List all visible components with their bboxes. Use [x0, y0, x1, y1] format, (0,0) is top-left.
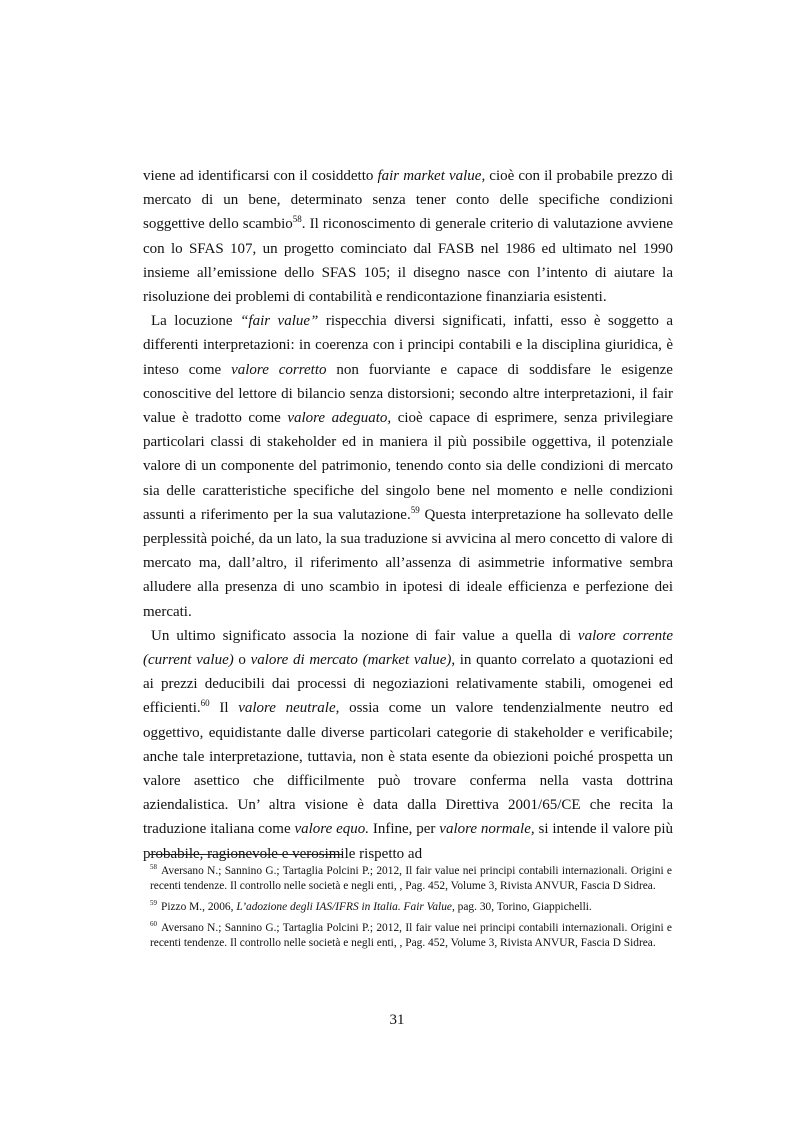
text-run: cioè con il probabile prezzo di mercato di un bene, determinato senza tener conto delle specifiche condizioni soggettive dello scambio: [143, 168, 674, 233]
text-run: pag. 30, Torino, Giappichelli.: [454, 901, 592, 913]
text-run: Infine, per: [369, 821, 440, 838]
italic-text: valore corrente (current value): [143, 627, 673, 669]
text-run: cioè capace di esprimere, senza privilegiare particolari classi di stakeholder ed in maniera il più possibile oggettiva, il potenziale valore di un componente del patrimonio, tenendo conto sia delle condizioni di mercato sia delle caratteristiche specifiche del singolo bene nel momento e nelle condizioni assunti a riferimento per la sua valutazione.: [143, 410, 674, 523]
text-run: Questa interpretazione ha sollevato delle perplessità poiché, da un lato, la sua traduzione si avvicina al mero concetto di valore di mercato ma, dall’altro, il riferimento all’assenza di asimmetrie informative sembra alludere alla presenza di uno scambio in ipotesi di ideale efficienza e perfezione dei mercati.: [143, 506, 673, 620]
italic-text: fair market value,: [377, 168, 486, 184]
page-number: 31: [389, 1012, 405, 1028]
footnote-ref: 58: [150, 863, 157, 872]
footnote-ref: 60: [150, 920, 157, 929]
body-text: [143, 164, 673, 866]
text-run: non fuorviante e capace di soddisfare le esigenze conoscitive del lettore di bilancio senza distorsioni; secondo altre interpretazioni, il fair value è tradotto come: [143, 361, 673, 427]
text-run: viene ad identificarsi con il cosiddetto: [143, 168, 378, 184]
text-run: si intende il valore più probabile, ragionevole e verosimile rispetto ad: [143, 821, 674, 862]
footnote-ref: 58: [292, 214, 302, 225]
text-run: , in quanto correlato a quotazioni ed ai prezzi deducibili dai processi di negoziazioni relativamente stabili, omogenei ed efficienti.: [143, 652, 673, 717]
italic-text: valore corretto: [231, 361, 327, 378]
text-run: La locuzione: [151, 313, 241, 330]
italic-text: valore normale,: [439, 821, 535, 838]
italic-text: “fair value”: [240, 313, 319, 330]
paragraph: [143, 164, 673, 309]
footnote: [150, 864, 672, 894]
text-run: o: [233, 652, 251, 669]
italic-text: valore equo.: [294, 821, 370, 838]
text-run: rispecchia diversi significati, infatti, esso è soggetto a differenti interpretazioni: in coerenza con i principi contabili e la disciplina giuridica, è inteso come: [143, 313, 673, 378]
text-run: Il: [209, 700, 239, 717]
footnote-ref: 59: [150, 899, 157, 908]
italic-text: valore adeguato,: [287, 410, 392, 427]
text-run: ossia come un valore tendenzialmente neutro ed oggettivo, equidistante dalle diverse particolari categorie di stakeholder e verificabile; anche tale interpretazione, tuttavia, non è stata esente da obiezioni poiché prospetta un valore asettico che difficilmente può trovare conferma nella vasta dottrina aziendalistica. Un’ altra visione è data dalla Direttiva 2001/65/CE che recita la traduzione italiana come: [143, 700, 673, 838]
footnote: [150, 921, 672, 951]
text-run: Aversano N.; Sannino G.; Tartaglia Polcini P.; 2012, Il fair value nei principi contabili internazionali. Origini e recenti tendenze. Il controllo nelle società e negli enti, , Pag. 452, Volume 3, Rivista ANVUR, Fascia D Sidrea.: [150, 865, 672, 892]
paragraph: [143, 309, 673, 624]
footnote: [150, 900, 672, 915]
footnote-ref: 60: [200, 698, 210, 709]
paragraph: [143, 624, 673, 866]
italic-text: L’adozione degli IAS/IFRS in Italia. Fair Value,: [236, 901, 455, 913]
footnote-ref: 59: [410, 504, 420, 515]
text-run: Aversano N.; Sannino G.; Tartaglia Polcini P.; 2012, Il fair value nei principi contabili internazionali. Origini e recenti tendenze. Il controllo nelle società e negli enti, , Pag. 452, Volume 3, Rivista ANVUR, Fascia D Sidrea.: [150, 922, 672, 949]
text-run: Pizzo M., 2006,: [161, 901, 237, 913]
footnote-separator: [150, 854, 342, 855]
italic-text: valore neutrale,: [238, 700, 340, 717]
text-run: . Il riconoscimento di generale criterio di valutazione avviene con lo SFAS 107, un progetto cominciato dal FASB nel 1986 ed ultimato nel 1990 insieme all’emissione dello SFAS 105; il disegno nasce con l’intento di aiutare la risoluzione dei problemi di contabilità e rendicontazione finanziaria esistenti.: [143, 216, 673, 306]
text-run: Un ultimo significato associa la nozione di fair value a quella di: [151, 627, 578, 644]
footnotes: [150, 864, 672, 957]
italic-text: valore di mercato (market value): [250, 652, 452, 669]
